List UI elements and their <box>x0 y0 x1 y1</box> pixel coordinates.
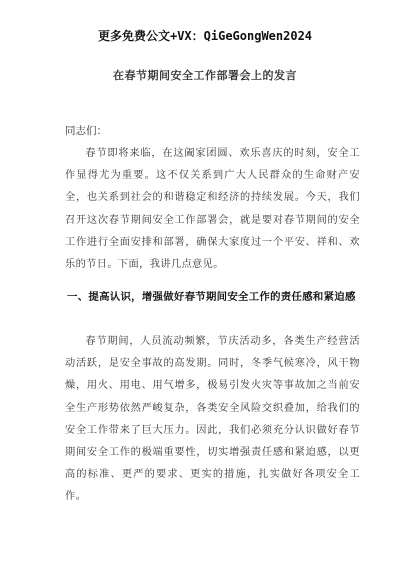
document-title: 在春节期间安全工作部署会上的发言 <box>113 69 297 82</box>
promo-header: 更多免费公文+VX：QiGeGongWen2024 <box>97 29 313 43</box>
section-heading: 一、提高认识，增强做好春节期间安全工作的责任感和紧迫感 <box>67 291 356 303</box>
section-paragraph: 春节期间，人员流动频繁，节庆活动多，各类生产经营活动活跃，是安全事故的高发期。同时，冬季气候寒冷，风干物燥，用火、用电、用气增多，极易引发火灾等事故加之当前安全生产形势依然严峻复杂，各类安全风险交织叠加，给我们的安全工作带来了巨大压力。因此，我们必须充分认识做好春节期间安全工作的极端重要性，切实增强责任感和紧迫感，以更高的标准、更严的要求、更实的措施，扎实做好各项安全工作。 <box>65 336 360 503</box>
salutation: 同志们： <box>65 125 107 137</box>
intro-paragraph: 春节即将来临，在这阖家团圆、欢乐喜庆的时刻，安全工作显得尤为重要。这不仅关系到广大人民群众的生命财产安全，也关系到社会的和谐稳定和经济的持续发展。今天，我们召开这次春节期间安全工作部署会，就是要对春节期间的安全工作进行全面安排和部署，确保大家度过一个平安、祥和、欢乐的节日。下面，我讲几点意见。 <box>65 148 360 271</box>
